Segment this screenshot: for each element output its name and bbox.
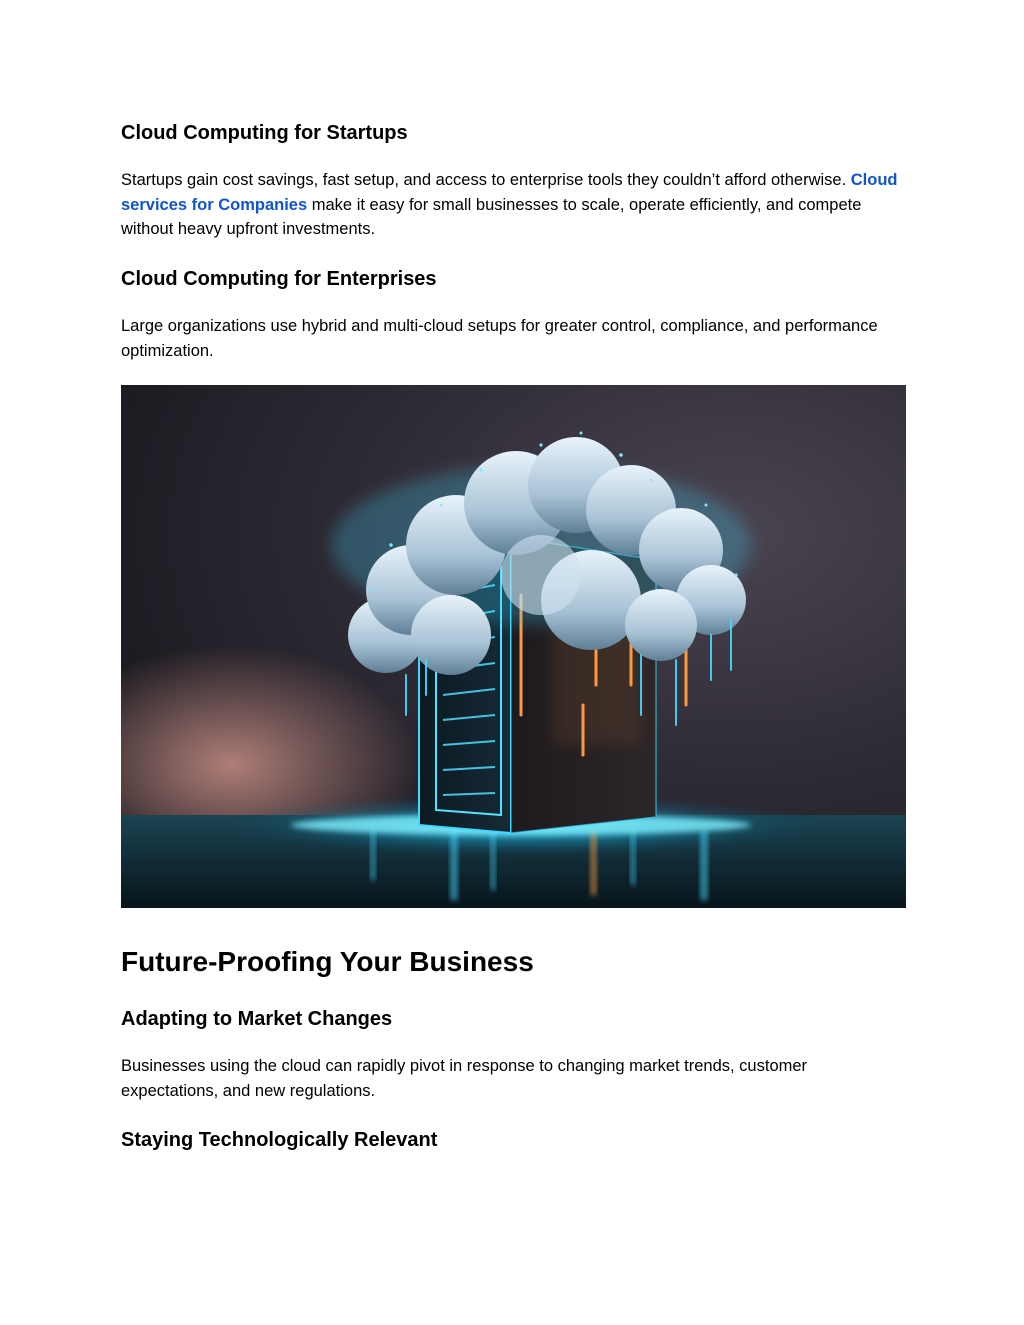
cloud-server-illustration [121,385,906,908]
paragraph-enterprises: Large organizations use hybrid and multi-cloud setups for greater control, compliance, and performance optimization. [121,317,878,360]
startups-text-before: Startups gain cost savings, fast setup, and access to enterprise tools they couldn’t afford otherwise. [121,171,851,189]
heading-enterprises: Cloud Computing for Enterprises [121,268,437,290]
cloud-services-link[interactable]: Cloud services for Companies [121,171,898,214]
heading-market-changes: Adapting to Market Changes [121,1008,393,1030]
paragraph-market-changes: Businesses using the cloud can rapidly pivot in response to changing market trends, customer expectations, and new regulations. [121,1057,808,1100]
startups-text-after: make it easy for small businesses to scale, operate efficiently, and compete without heavy upfront investments. [121,195,862,238]
heading-future-proofing: Future-Proofing Your Business [121,946,534,977]
paragraph-startups [121,168,906,242]
heading-startups: Cloud Computing for Startups [121,122,408,144]
heading-tech-relevant: Staying Technologically Relevant [121,1129,438,1151]
